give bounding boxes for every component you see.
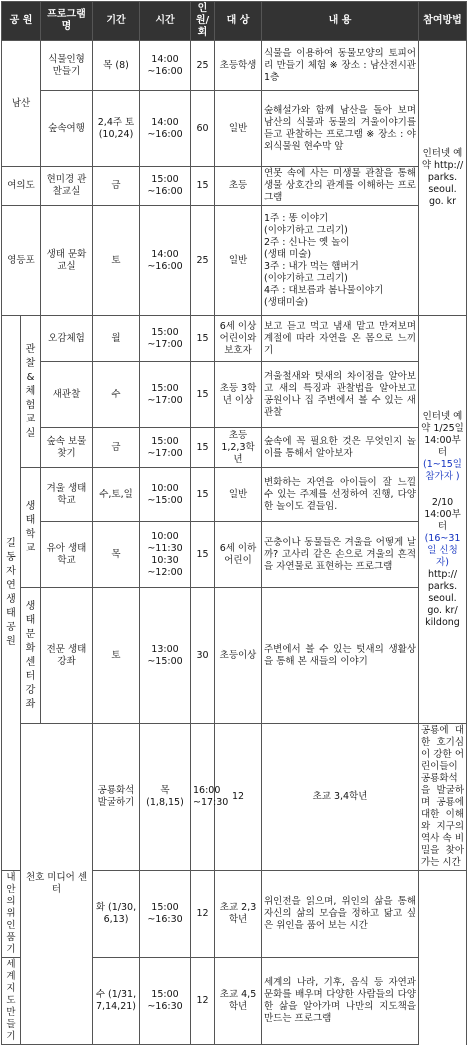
- program-target: 초등 3학년 이상: [215, 362, 262, 428]
- program-name: 겨울 생태학교: [41, 468, 93, 522]
- program-time: 15:00 ~17:00: [140, 428, 191, 468]
- program-count: 30: [191, 588, 215, 724]
- program-count: 15: [191, 362, 215, 428]
- program-target: 초등이상: [215, 588, 262, 724]
- program-time: 15:00 ~16:30: [140, 871, 191, 958]
- header-program: 프로그램명: [41, 2, 93, 41]
- program-count: 15: [191, 428, 215, 468]
- method-gildong-b-note: (16~31일 신청자): [424, 532, 461, 568]
- table-row: [2, 206, 467, 316]
- program-target: 초교 3,4학년: [262, 724, 419, 871]
- method-gildong-a: 인터넷 예약 1/25일 14:00부터: [421, 410, 464, 458]
- program-content: 보고 듣고 먹고 냄새 맡고 만져보며 계절에 따라 자연을 온 몸으로 느끼기: [262, 316, 419, 362]
- header-row: [2, 2, 467, 41]
- table-row: [2, 316, 467, 362]
- program-count: 15: [191, 522, 215, 588]
- program-count: 15: [191, 468, 215, 522]
- program-period: 금: [93, 167, 140, 206]
- program-time: 10:00 ~15:00: [140, 468, 191, 522]
- program-content: [262, 206, 419, 316]
- program-content: 세계의 나라, 기후, 음식 등 자연과 문화를 배우며 다양한 사람들의 다양한 삶을 알아가며 나만의 지도책을 만드는 프로그램: [262, 958, 419, 1045]
- program-target: 초등학생: [215, 41, 262, 91]
- program-name: 내안의 위인 품기: [2, 871, 21, 958]
- program-target: 6세 이상 어린이와 보호자: [215, 316, 262, 362]
- table-row: [2, 522, 467, 588]
- header-period: 기간: [93, 2, 140, 41]
- program-time: 16:00 ~17:30: [191, 724, 215, 871]
- program-count: 25: [191, 41, 215, 91]
- park-cheonho: 천호 미디어 센터: [21, 724, 93, 1045]
- program-count: 15: [191, 316, 215, 362]
- method-parks: 인터넷 예약 http:// parks. seoul. go. kr: [419, 41, 467, 316]
- program-name: 식물인형 만들기: [41, 41, 93, 91]
- group-eco-school: 생태학교: [21, 468, 41, 588]
- program-target: 일반: [215, 468, 262, 522]
- program-count: 12: [191, 871, 215, 958]
- header-method: 참여방법: [419, 2, 467, 41]
- program-name: 새관찰: [41, 362, 93, 428]
- method-gildong-url[interactable]: http:// parks. seoul. go. kr/ kildong: [425, 568, 460, 628]
- content-line: (이야기하고 그리기): [264, 272, 348, 284]
- program-time: 15:00 ~17:00: [140, 362, 191, 428]
- table-row: [2, 362, 467, 428]
- program-period: 화 (1/30, 6,13): [93, 871, 140, 958]
- park-gildong: 길동자연생태공원: [2, 316, 21, 871]
- method-gildong-a-note: (1~15일 참가자 ): [423, 458, 462, 482]
- program-target: 초등 1,2,3학년: [215, 428, 262, 468]
- program-name: 현미경 관찰교실: [41, 167, 93, 206]
- program-target: 일반: [215, 91, 262, 167]
- table-row: [2, 468, 467, 522]
- program-count: 12: [215, 724, 262, 871]
- header-target: 대 상: [215, 2, 262, 41]
- program-content: 곤충이나 동물들은 겨울을 어떻게 날까? 고사리 같은 손으로 겨울의 흔적을 자연물로 표현하는 프로그램: [262, 522, 419, 588]
- method-gildong-b: 2/10 14:00부터: [424, 496, 461, 532]
- program-period: 2,4주 토 (10,24): [93, 91, 140, 167]
- program-period: 금: [93, 428, 140, 468]
- program-time: 15:00 ~16:30: [140, 958, 191, 1045]
- program-period: 수: [93, 362, 140, 428]
- program-time: 13:00 ~15:00: [140, 588, 191, 724]
- program-name: 오감체험: [41, 316, 93, 362]
- program-name: 세계지도 만들기: [2, 958, 21, 1045]
- table-row: [2, 91, 467, 167]
- program-period: 수,토,일: [93, 468, 140, 522]
- program-period: 월: [93, 316, 140, 362]
- content-line: (이야기하고 그리기): [264, 224, 348, 236]
- table-row: [2, 724, 467, 871]
- program-count: 15: [191, 167, 215, 206]
- program-content: 공룡에 대한 호기심이 강한 어린이들이 공룡화석을 발굴하며 공룡에 대한 이해와 지구의 역사 속 비밀을 찾아가는 시간: [419, 724, 467, 871]
- program-target: 일반: [215, 206, 262, 316]
- program-name: 전문 생태 강좌: [41, 588, 93, 724]
- program-period: 목 (8): [93, 41, 140, 91]
- program-count: 25: [191, 206, 215, 316]
- content-line: 3주 : 내가 먹는 햄버거: [264, 260, 359, 272]
- program-name: 유아 생태학교: [41, 522, 93, 588]
- header-time: 시간: [140, 2, 191, 41]
- program-name: 숲속여행: [41, 91, 93, 167]
- program-content: 변화하는 자연을 아이들이 잘 느낄 수 있는 주제를 선정하여 진행, 다양한 놀이도 곁들임.: [262, 468, 419, 522]
- program-period: 목 (1,8,15): [140, 724, 191, 871]
- program-target: 초교 2,3학년: [215, 871, 262, 958]
- program-time: 14:00 ~16:00: [140, 206, 191, 316]
- table-row: [2, 428, 467, 468]
- program-count: 12: [191, 958, 215, 1045]
- content-line: 1주 : 똥 이야기: [264, 212, 329, 224]
- table-row: [2, 588, 467, 724]
- table-row: [2, 41, 467, 91]
- program-period: 토: [93, 206, 140, 316]
- program-content: 연못 속에 사는 미생물 관찰을 통해 생물 상호간의 관계를 이해하는 프로그램: [262, 167, 419, 206]
- program-time: 14:00 ~16:00: [140, 91, 191, 167]
- method-gildong: [419, 316, 467, 724]
- content-line: 2주 : 신나는 옛 놀이: [264, 236, 350, 248]
- group-observation: 관찰&체험교실: [21, 316, 41, 468]
- program-content: 숲해설가와 함께 남산을 돌아 보며 남산의 식물과 동물의 겨울이야기를 듣고 관찰하는 프로그램 ※ 장소 : 야외식물원 현수막 앞: [262, 91, 419, 167]
- park-yeouido: 여의도: [2, 167, 41, 206]
- program-content: 주변에서 볼 수 있는 텃새의 생활상을 통해 본 새들의 이야기: [262, 588, 419, 724]
- program-count: 60: [191, 91, 215, 167]
- program-content: 숲속에 꼭 필요한 것은 무엇인지 놀이를 통해서 알아보자: [262, 428, 419, 468]
- program-period: 수 (1/31, 7,14,21): [93, 958, 140, 1045]
- header-content: 내 용: [262, 2, 419, 41]
- program-target: 6세 이하 어린이: [215, 522, 262, 588]
- program-content: 겨울철새와 텃새의 차이점을 알아보고 새의 특징과 관찰법을 알아보고 공원이나 집 주변에서 볼 수 있는 새 관찰: [262, 362, 419, 428]
- program-name: 공룡화석 발굴하기: [93, 724, 140, 871]
- table-row: [2, 167, 467, 206]
- program-name: 숲속 보물찾기: [41, 428, 93, 468]
- program-time: 15:00 ~16:00: [140, 167, 191, 206]
- park-yeongdeungpo: 영등포: [2, 206, 41, 316]
- program-content: 위인전을 읽으며, 위인의 삶을 통해 자신의 삶의 모습을 정하고 닮고 싶은 위인을 품어 보는 시간: [262, 871, 419, 958]
- content-line: (생태미술): [264, 296, 309, 308]
- program-name: 생태 문화교실: [41, 206, 93, 316]
- group-eco-center: 생태문화센터강좌: [21, 588, 41, 724]
- program-time: 14:00 ~16:00: [140, 41, 191, 91]
- header-count: 인원/회: [191, 2, 215, 41]
- program-target: 초교 4,5학년: [215, 958, 262, 1045]
- header-park: 공 원: [2, 2, 41, 41]
- program-target: 초등: [215, 167, 262, 206]
- park-namsan: 남산: [2, 41, 41, 167]
- content-line: 4주 : 대보름과 봄나물이야기: [264, 284, 384, 296]
- program-time: 10:00 ~11:30 10:30 ~12:00: [140, 522, 191, 588]
- content-line: (생태 미술): [264, 248, 312, 260]
- program-content: 식물을 이용하여 동물모양의 토피어리 만들기 체험 ※ 장소 : 남산전시관 1층: [262, 41, 419, 91]
- program-time: 15:00 ~17:00: [140, 316, 191, 362]
- program-period: 목: [93, 522, 140, 588]
- program-table: [1, 1, 467, 1045]
- program-period: 토: [93, 588, 140, 724]
